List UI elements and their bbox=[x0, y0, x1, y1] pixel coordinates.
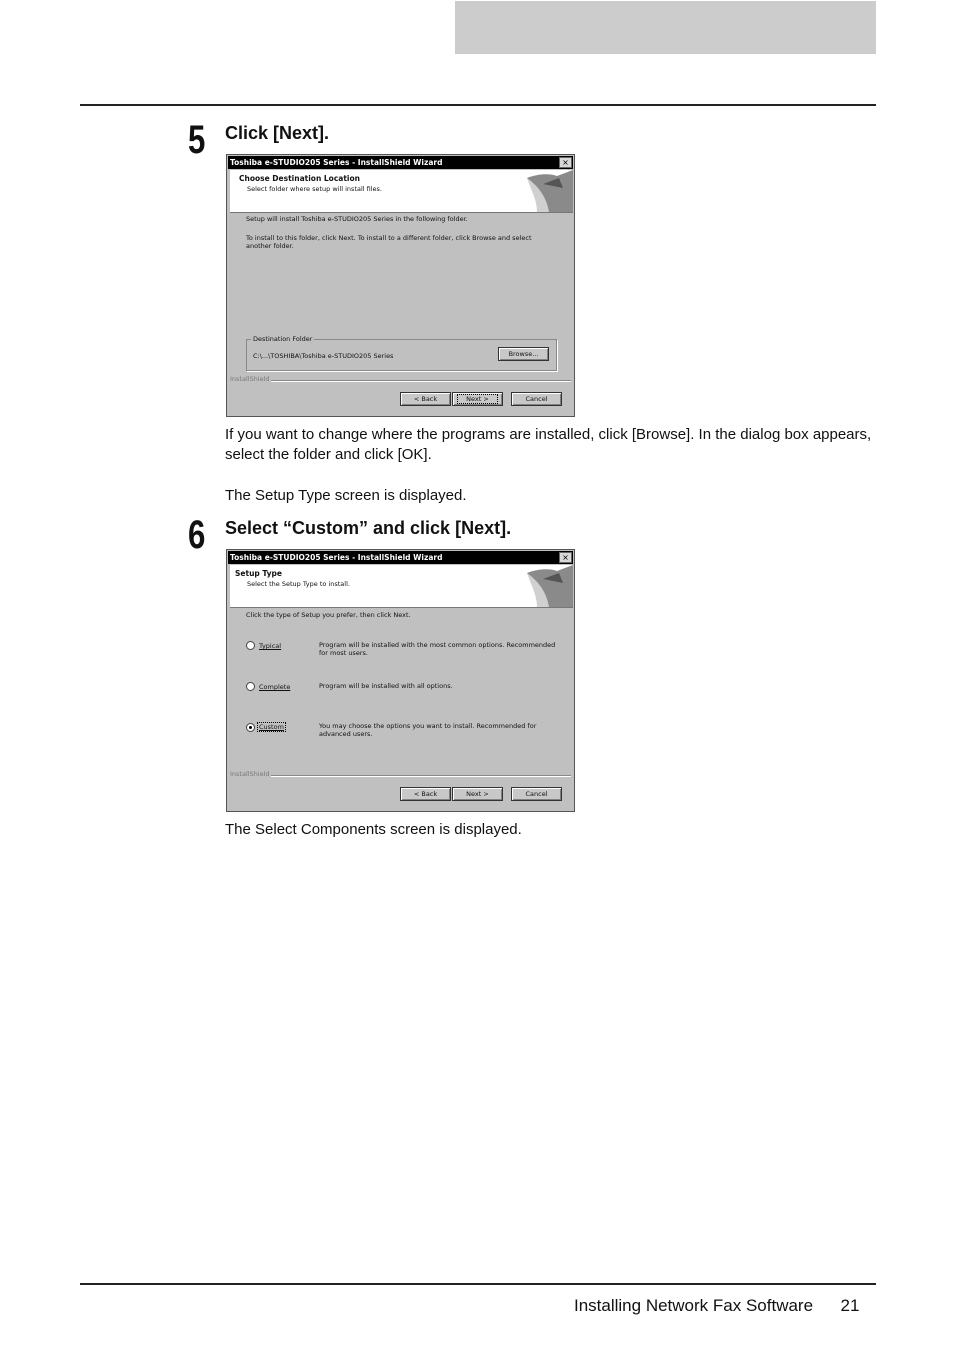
option-complete-label[interactable]: Complete bbox=[259, 683, 291, 691]
radio-typical[interactable] bbox=[246, 641, 255, 650]
footer bbox=[574, 1296, 859, 1316]
step-6-note: The Select Components screen is displayed. bbox=[225, 821, 522, 838]
close-icon[interactable]: × bbox=[559, 552, 572, 563]
next-button[interactable] bbox=[452, 787, 503, 801]
cancel-button-label: Cancel bbox=[525, 395, 548, 403]
step-5-number: 5 bbox=[188, 118, 206, 162]
cancel-button[interactable] bbox=[511, 392, 562, 406]
back-button[interactable] bbox=[400, 392, 451, 406]
dialog-line-2b: another folder. bbox=[246, 242, 294, 250]
installshield-label: InstallShield bbox=[230, 770, 270, 778]
option-typical-label[interactable]: Typical bbox=[259, 642, 282, 650]
step-6-title: Select “Custom” and click [Next]. bbox=[225, 518, 512, 538]
top-rule bbox=[80, 104, 876, 106]
dialog-title-bar: Toshiba e-STUDIO205 Series - InstallShield Wizard bbox=[228, 156, 573, 169]
bottom-rule bbox=[80, 1283, 876, 1285]
installshield-label: InstallShield bbox=[230, 375, 270, 383]
destination-dialog bbox=[226, 154, 575, 417]
option-typical-desc: Program will be installed with the most common options. Recommended bbox=[319, 641, 556, 649]
next-button[interactable] bbox=[452, 392, 503, 406]
back-button[interactable] bbox=[400, 787, 451, 801]
back-button-label: < Back bbox=[413, 395, 438, 403]
destination-folder-label: Destination Folder bbox=[253, 335, 313, 343]
dialog-prompt: Click the type of Setup you prefer, then click Next. bbox=[246, 611, 411, 619]
dialog-header-title: Setup Type bbox=[235, 569, 282, 578]
cancel-button-label: Cancel bbox=[525, 790, 548, 798]
browse-button[interactable] bbox=[498, 347, 549, 361]
folder-path: C:\...\TOSHIBA\Toshiba e-STUDIO205 Series bbox=[253, 352, 394, 360]
step-5-title: Click [Next]. bbox=[225, 123, 330, 143]
dialog-header-subtitle: Select folder where setup will install files. bbox=[247, 185, 383, 193]
dialog-header bbox=[230, 170, 573, 213]
option-complete-desc: Program will be installed with all options. bbox=[319, 682, 453, 690]
option-typical-desc-2: for most users. bbox=[319, 649, 368, 657]
radio-custom[interactable] bbox=[246, 723, 255, 732]
back-button-label: < Back bbox=[413, 790, 438, 798]
step-6-number: 6 bbox=[188, 513, 206, 557]
dialog-line-1: Setup will install Toshiba e-STUDIO205 Series in the following folder. bbox=[246, 215, 468, 223]
next-button-label: Next > bbox=[458, 395, 497, 403]
cancel-button[interactable] bbox=[511, 787, 562, 801]
option-custom-label[interactable]: Custom bbox=[259, 723, 284, 731]
dialog-line-2a: To install to this folder, click Next. To install to a different folder, click Browse and select bbox=[246, 234, 532, 242]
dialog-header-subtitle: Select the Setup Type to install. bbox=[247, 580, 350, 588]
dialog-separator bbox=[271, 775, 571, 777]
page-curl-icon bbox=[497, 565, 573, 607]
browse-button-label: Browse... bbox=[508, 350, 539, 358]
dialog-separator bbox=[271, 380, 571, 382]
option-custom-desc: You may choose the options you want to install. Recommended for bbox=[319, 722, 537, 730]
destination-folder-group bbox=[246, 335, 557, 371]
step-5-note-2: The Setup Type screen is displayed. bbox=[225, 487, 467, 504]
radio-complete[interactable] bbox=[246, 682, 255, 691]
page-curl-icon bbox=[497, 170, 573, 212]
option-custom-desc-2: advanced users. bbox=[319, 730, 373, 738]
close-icon[interactable]: × bbox=[559, 157, 572, 168]
header-tab bbox=[455, 1, 876, 54]
dialog-header bbox=[230, 565, 573, 608]
setup-type-dialog bbox=[226, 549, 575, 812]
dialog-header-title: Choose Destination Location bbox=[239, 174, 360, 183]
dialog-title-bar: Toshiba e-STUDIO205 Series - InstallShield Wizard bbox=[228, 551, 573, 564]
footer-title: Installing Network Fax Software bbox=[574, 1296, 814, 1315]
page-number: 21 bbox=[840, 1296, 860, 1315]
step-5-note-1: If you want to change where the programs are installed, click [Browse]. In the dialog box appears, select the folder and click [OK]. bbox=[225, 426, 872, 463]
next-button-label: Next > bbox=[466, 790, 489, 798]
